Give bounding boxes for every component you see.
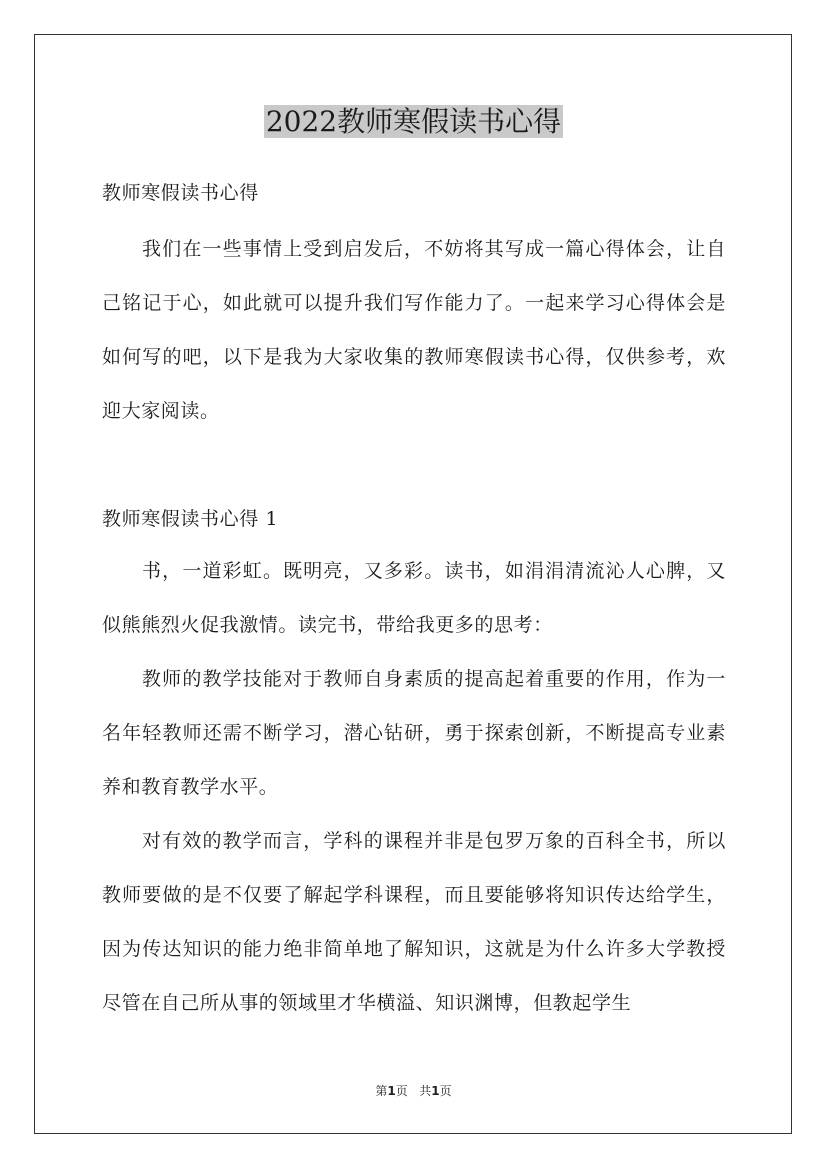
total-page-count: 1	[431, 1084, 440, 1098]
intro-paragraph: 我们在一些事情上受到启发后，不妨将其写成一篇心得体会，让自己铭记于心，如此就可以提升我们写作能力了。一起来学习心得体会是如何写的吧，以下是我为大家收集的教师寒假读书心得，仅供参考，欢迎大家阅读。	[102, 238, 726, 422]
body-paragraph-2: 教师的教学技能对于教师自身素质的提高起着重要的作用，作为一名年轻教师还需不断学习，潜心钻研，勇于探索创新，不断提高专业素养和教育教学水平。	[102, 668, 726, 798]
page-footer	[0, 1082, 827, 1099]
total-unit: 页	[439, 1084, 452, 1098]
total-prefix: 共	[419, 1084, 432, 1098]
body-paragraph-3: 对有效的教学而言，学科的课程并非是包罗万象的百科全书，所以教师要做的是不仅要了解起学科课程，而且要能够将知识传达给学生，因为传达知识的能力绝非简单地了解知识，这就是为什么许多大学教授尽管在自己所从事的领域里才华横溢、知识渊博，但教起学生	[102, 830, 726, 1014]
body-paragraph-1: 书，一道彩虹。既明亮，又多彩。读书，如涓涓清流沁人心脾，又似熊熊烈火促我激情。读完书，带给我更多的思考：	[102, 560, 726, 636]
document-subtitle: 教师寒假读书心得	[102, 182, 259, 204]
current-page-number: 1	[387, 1084, 396, 1098]
document-title	[0, 100, 827, 144]
page-unit: 页	[395, 1084, 408, 1098]
document-title-text: 2022教师寒假读书心得	[265, 105, 562, 138]
page-prefix: 第	[375, 1084, 388, 1098]
section-heading-1: 教师寒假读书心得 1	[102, 508, 279, 530]
